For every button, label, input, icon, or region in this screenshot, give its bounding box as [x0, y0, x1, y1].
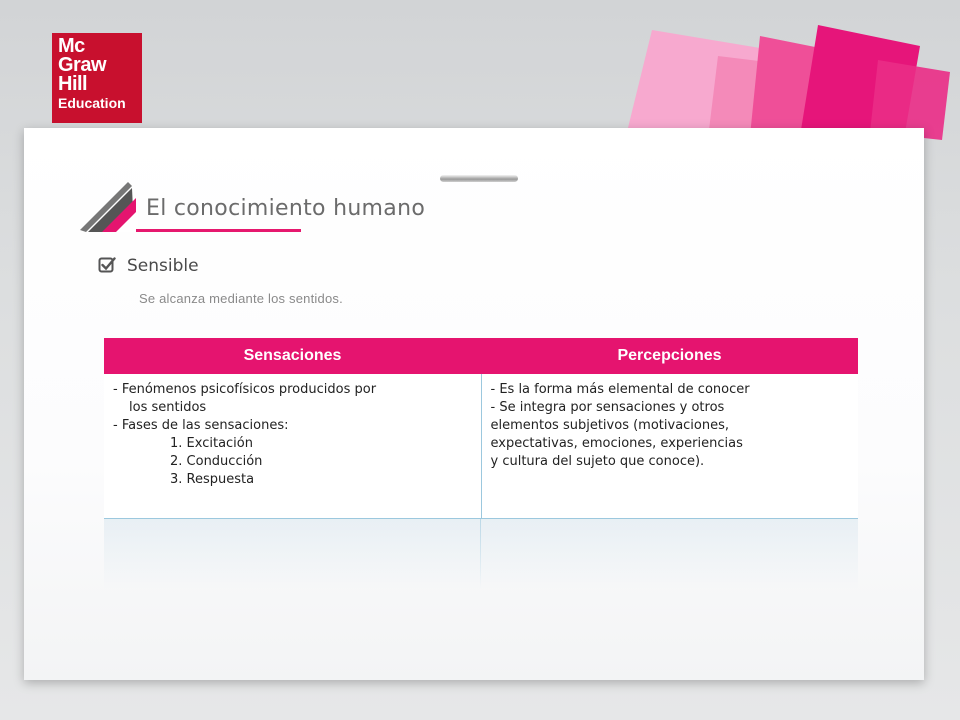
cell-line: - Es la forma más elemental de conocer [490, 382, 750, 397]
check-icon [98, 256, 116, 274]
table-reflection [104, 519, 858, 589]
cell-line: - Fenómenos psicofísicos producidos por [113, 382, 377, 397]
table-row [104, 374, 858, 519]
numbered-item: 2. Conducción [170, 454, 263, 469]
numbered-item: 1. Excitación [170, 436, 253, 451]
cell-line: expectativas, emociones, experiencias [490, 436, 743, 451]
comparison-table [104, 338, 858, 519]
logo-line: Hill [58, 73, 88, 95]
numbered-item: 3. Respuesta [170, 472, 255, 487]
title-underline [136, 229, 301, 232]
cell-line: elementos subjetivos (motivaciones, [490, 418, 730, 433]
section-heading: Sensible [127, 256, 199, 276]
logo-line: Mc [58, 35, 85, 57]
cell-percepciones [481, 374, 859, 518]
cell-line: - Se integra por sensaciones y otros [490, 400, 725, 415]
cell-sensaciones [104, 374, 481, 518]
header-percepciones: Percepciones [617, 347, 722, 364]
reflection-divider [480, 519, 481, 589]
logo-line: Graw [58, 54, 107, 76]
slide-handle [440, 175, 518, 182]
slide-title: El conocimiento humano [146, 196, 426, 221]
cell-line: - Fases de las sensaciones: [113, 418, 289, 433]
mcgraw-hill-education-logo [52, 33, 142, 123]
logo-subline: Education [58, 95, 126, 111]
title-triangle-icon [80, 182, 138, 232]
table-header-row [104, 338, 858, 374]
header-sensaciones: Sensaciones [243, 347, 342, 364]
section-description: Se alcanza mediante los sentidos. [139, 291, 343, 306]
cell-line: los sentidos [129, 400, 207, 415]
cell-line: y cultura del sujeto que conoce). [490, 454, 705, 469]
